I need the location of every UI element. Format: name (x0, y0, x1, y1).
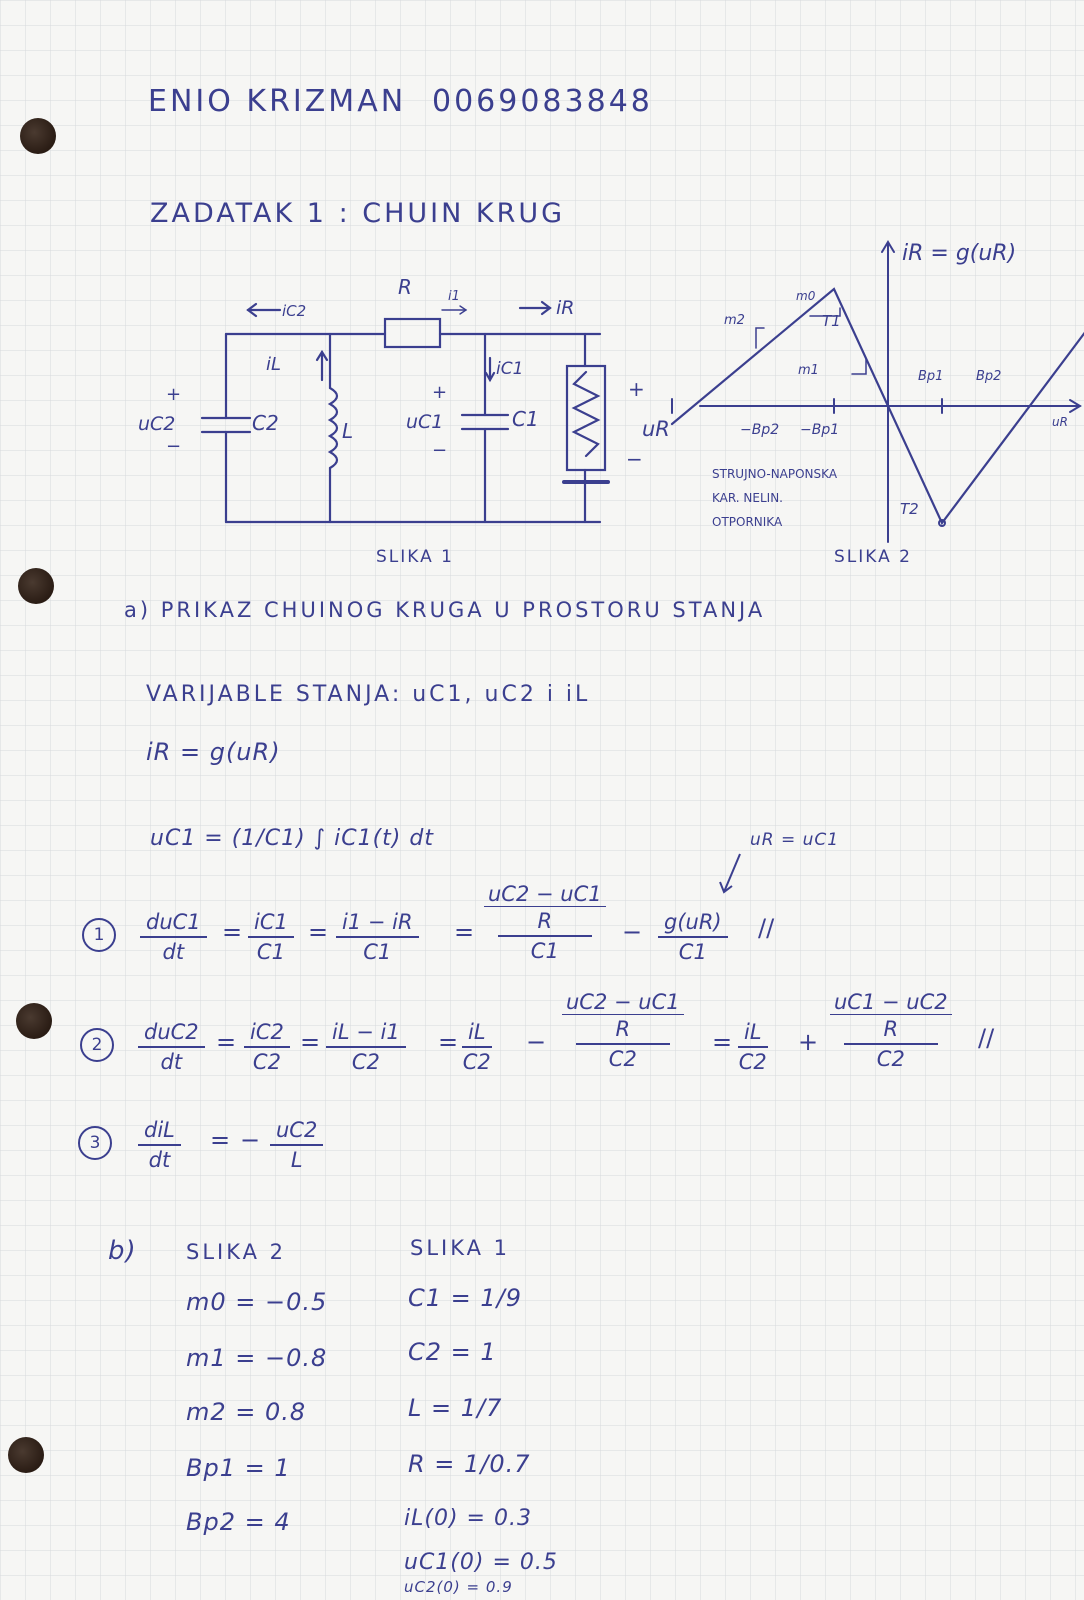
tick-label-bp2: Bp2 (976, 369, 1002, 384)
part-b-label: b) (108, 1236, 137, 1266)
param-m0: m0 = −0.5 (186, 1288, 328, 1316)
label-C2: C2 (252, 411, 279, 435)
eq2-term4-mid: R (576, 1015, 671, 1045)
label-R: R (398, 275, 412, 299)
eq1-term4 (658, 910, 728, 964)
minus-uC1: − (432, 440, 448, 461)
eq2-term3-den: C2 (462, 1050, 491, 1074)
eq2-lhs-den: dt (160, 1050, 183, 1074)
eq2-term6-mid: R (844, 1015, 939, 1045)
eq3-rhs-den: L (290, 1148, 303, 1172)
minus-uR: − (626, 447, 643, 471)
note-uR-equals-uC1: uR = uC1 (750, 830, 840, 850)
punch-hole (8, 1437, 44, 1473)
eq3-equals: = (210, 1126, 231, 1154)
eq1-term2-num: i1 − iR (336, 910, 419, 938)
label-T2: T2 (900, 500, 919, 518)
punch-hole (18, 568, 54, 604)
graph-desc-line-2: KAR. NELIN. (712, 491, 783, 505)
student-id: 0069083848 (432, 84, 653, 119)
param-bp1: Bp1 = 1 (186, 1454, 291, 1482)
eq1-term3-top: uC2 − uC1 (484, 882, 606, 907)
label-m0: m0 (796, 289, 816, 303)
punch-hole (20, 118, 56, 154)
plus-uC2: + (166, 384, 182, 405)
label-i1: i1 (448, 289, 460, 304)
eq1-lhs (140, 910, 207, 964)
slope-triangle-m2 (756, 328, 764, 348)
equation-2-number: 2 (80, 1028, 114, 1062)
eq2-term4-den: C2 (608, 1047, 637, 1071)
eq2-term1-num: iC2 (244, 1020, 290, 1048)
eq1-term3-mid: R (498, 907, 593, 937)
eq2-term5-den: C2 (738, 1050, 767, 1074)
tick-label-neg-bp2: −Bp2 (740, 422, 780, 438)
label-iL: iL (266, 354, 282, 375)
eq2-equals: = (216, 1028, 237, 1056)
part-b-col2-title: SLIKA 1 (410, 1236, 511, 1260)
equation-1-number: 1 (82, 918, 116, 952)
eq1-term1-den: C1 (256, 940, 285, 964)
eq1-term1-num: iC1 (248, 910, 294, 938)
plus-uC1: + (432, 382, 448, 403)
graph-xlabel: uR (1052, 415, 1068, 429)
label-iC1: iC1 (496, 359, 524, 379)
param-uC10: uC1(0) = 0.5 (404, 1550, 558, 1575)
eq2-lhs-num: duC2 (138, 1020, 205, 1048)
eq2-term5 (738, 1020, 768, 1074)
caption-slika-2: SLIKA 2 (834, 547, 912, 567)
param-iL0: iL(0) = 0.3 (404, 1506, 532, 1531)
eq2-term2-den: C2 (351, 1050, 380, 1074)
eq2-end-mark: // (978, 1024, 995, 1052)
eq1-term3-den: C1 (530, 939, 559, 963)
eq3-lhs-num: diL (138, 1118, 181, 1146)
graph-desc-line-3: OTPORNIKA (712, 515, 783, 529)
graph-ylabel: iR = g(uR) (902, 241, 1017, 266)
equation-3-number: 3 (78, 1126, 112, 1160)
eq1-equals: = (222, 918, 243, 946)
label-uC1: uC1 (406, 411, 444, 433)
eq3-lhs-den: dt (148, 1148, 171, 1172)
eq2-minus: − (526, 1028, 547, 1056)
note-arrow (710, 850, 750, 900)
graph-desc-line-1: STRUJNO-NAPONSKA (712, 467, 838, 481)
eq3-rhs (270, 1118, 323, 1172)
label-iC2: iC2 (282, 302, 307, 320)
part-a-title: a) PRIKAZ CHUINOG KRUGA U PROSTORU STANJA (124, 598, 766, 622)
param-bp2: Bp2 = 4 (186, 1508, 291, 1536)
param-R: R = 1/0.7 (408, 1450, 531, 1478)
eq2-term1-den: C2 (252, 1050, 281, 1074)
eq3-lhs (138, 1118, 181, 1172)
eq1-lhs-num: duC1 (140, 910, 207, 938)
eq1-lhs-den: dt (162, 940, 185, 964)
relation-g: iR = g(uR) (146, 738, 281, 766)
eq2-term6-top: uC1 − uC2 (830, 990, 952, 1015)
label-T1: T1 (822, 312, 841, 330)
tick-label-neg-bp1: −Bp1 (800, 422, 840, 438)
student-name: ENIO KRIZMAN (148, 84, 407, 119)
integral-equation: uC1 = (1/C1) ∫ iC1(t) dt (150, 826, 434, 851)
minus-uC2: − (166, 436, 182, 457)
eq1-term4-num: g(uR) (658, 910, 728, 938)
eq1-term3 (484, 882, 606, 963)
eq2-term6 (830, 990, 952, 1071)
label-uC2: uC2 (138, 413, 176, 435)
param-L: L = 1/7 (408, 1394, 503, 1422)
label-m1: m1 (798, 363, 819, 378)
nonlinear-iv-chart (700, 230, 1084, 580)
param-c2: C2 = 1 (408, 1338, 497, 1366)
eq1-end-mark: // (758, 914, 775, 942)
tick-label-bp1: Bp1 (918, 369, 944, 384)
eq2-plus: + (798, 1028, 819, 1056)
state-variables: VARIJABLE STANJA: uC1, uC2 i iL (146, 682, 591, 707)
label-m2: m2 (724, 313, 745, 328)
param-c1: C1 = 1/9 (408, 1284, 523, 1312)
eq2-equals: = (438, 1028, 459, 1056)
eq2-term3-num: iL (462, 1020, 492, 1048)
eq1-equals: = (454, 918, 475, 946)
punch-hole (16, 1003, 52, 1039)
eq1-term2-den: C1 (363, 940, 392, 964)
eq2-term2 (326, 1020, 406, 1074)
caption-slika-1: SLIKA 1 (376, 547, 454, 567)
eq2-lhs (138, 1020, 205, 1074)
eq2-term4-top: uC2 − uC1 (562, 990, 684, 1015)
eq2-equals: = (300, 1028, 321, 1056)
eq2-term2-num: iL − i1 (326, 1020, 406, 1048)
chua-circuit-diagram (130, 270, 690, 567)
label-uR: uR (642, 417, 670, 441)
eq2-equals: = (712, 1028, 733, 1056)
eq2-term3 (462, 1020, 492, 1074)
eq1-equals: = (308, 918, 329, 946)
plus-uR: + (628, 377, 645, 401)
eq2-term5-num: iL (738, 1020, 768, 1048)
task-title: ZADATAK 1 : CHUIN KRUG (150, 198, 566, 229)
label-C1: C1 (512, 407, 539, 431)
eq2-term6-den: C2 (876, 1047, 905, 1071)
part-b-col1-title: SLIKA 2 (186, 1240, 287, 1264)
eq1-term4-den: C1 (678, 940, 707, 964)
eq2-term4 (562, 990, 684, 1071)
label-iR: iR (556, 297, 575, 319)
param-uC20: uC2(0) = 0.9 (404, 1578, 513, 1596)
param-m2: m2 = 0.8 (186, 1398, 307, 1426)
param-m1: m1 = −0.8 (186, 1344, 328, 1372)
eq1-term1 (248, 910, 294, 964)
slope-triangle-m1 (852, 358, 866, 374)
eq1-term2 (336, 910, 419, 964)
eq3-rhs-num: uC2 (270, 1118, 323, 1146)
eq3-minus: − (240, 1126, 261, 1154)
eq1-minus: − (622, 918, 643, 946)
eq2-term1 (244, 1020, 290, 1074)
label-L: L (342, 419, 354, 443)
